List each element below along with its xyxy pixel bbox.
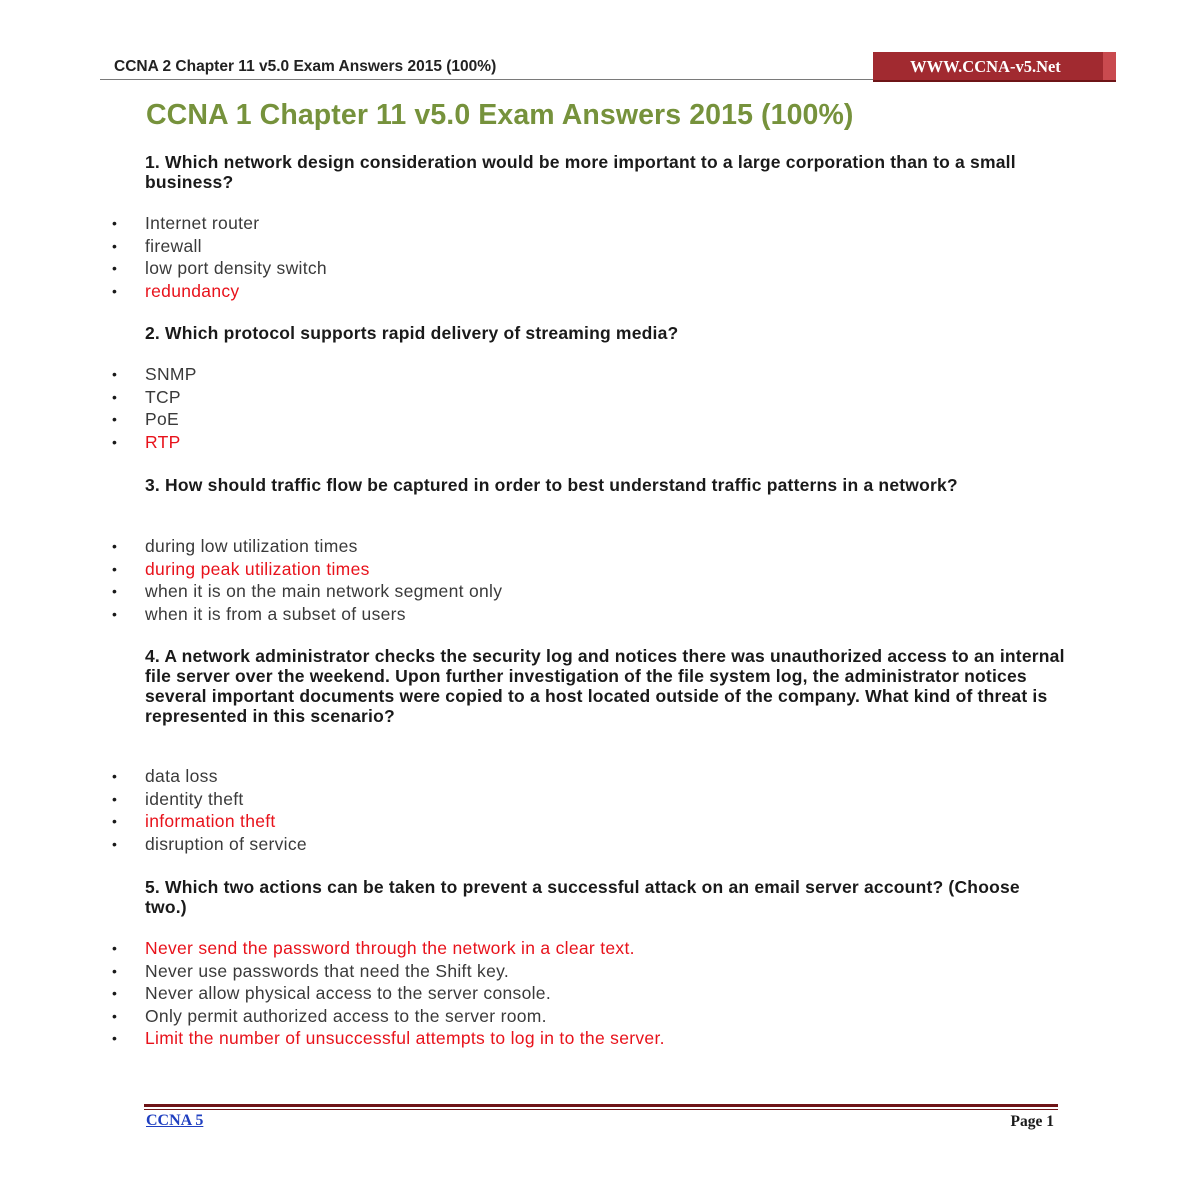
answer-text: Never allow physical access to the server console. [145, 983, 552, 1004]
bullet-icon: • [112, 768, 118, 784]
answer-item [0, 960, 1000, 983]
question-4: 4. A network administrator checks the security log and notices there was unauthorized access to an internal file server over the weekend. Upon further investigation of the file system log, the administrator notices several important documents were copied to a host located outside of the company. What kind of threat is represented in this scenario? [145, 646, 1065, 726]
footer-divider-thin [144, 1109, 1058, 1110]
bullet-icon: • [112, 388, 118, 405]
bullet-icon: • [112, 1007, 118, 1024]
answer-text: during low utilization times [145, 536, 358, 556]
answer-text: information theft [145, 811, 276, 832]
question-3: 3. How should traffic flow be captured in order to best understand traffic patterns in a network? [145, 475, 958, 495]
answer-text: Internet router [145, 213, 260, 233]
answer-text: disruption of service [145, 833, 307, 854]
answer-list-5 [0, 937, 1000, 1050]
answer-item [0, 810, 1000, 833]
document-title: CCNA 1 Chapter 11 v5.0 Exam Answers 2015 (100%) [146, 99, 854, 131]
answer-text: Only permit authorized access to the server room. [145, 1005, 547, 1026]
answer-list-2 [0, 363, 1000, 453]
answer-item [0, 535, 1000, 558]
bullet-icon: • [112, 962, 118, 979]
answer-item [0, 1027, 1000, 1050]
answer-text: low port density switch [145, 258, 327, 279]
question-2: 2. Which protocol supports rapid delivery of streaming media? [145, 323, 679, 343]
site-badge [873, 52, 1116, 82]
answer-text: data loss [145, 766, 218, 786]
bullet-icon: • [112, 366, 118, 382]
bullet-icon: • [112, 813, 118, 830]
answer-item [0, 212, 1000, 235]
answer-text: redundancy [145, 280, 240, 301]
answer-item [0, 765, 1000, 788]
bullet-icon: • [112, 1030, 118, 1047]
answer-item [0, 408, 1000, 431]
bullet-icon: • [112, 790, 118, 807]
answer-text: Never use passwords that need the Shift key. [145, 960, 510, 981]
bullet-icon: • [112, 215, 118, 231]
answer-text: when it is from a subset of users [145, 603, 406, 624]
bullet-icon: • [112, 237, 118, 254]
answer-item [0, 1005, 1000, 1028]
answer-text: identity theft [145, 788, 244, 809]
header-divider [100, 79, 874, 80]
question-1: 1. Which network design consideration would be more important to a large corporation than to a small business? [145, 152, 1016, 192]
answer-item [0, 833, 1000, 856]
answer-list-1 [0, 212, 1000, 302]
answer-text: when it is on the main network segment only [145, 581, 503, 602]
footer-link[interactable]: CCNA 5 [146, 1112, 204, 1129]
answer-text: SNMP [145, 364, 197, 384]
answer-text: TCP [145, 386, 181, 407]
bullet-icon: • [112, 538, 118, 554]
answer-item [0, 431, 1000, 454]
answer-text: during peak utilization times [145, 558, 370, 579]
bullet-icon: • [112, 605, 118, 622]
answer-item [0, 937, 1000, 960]
answer-text: firewall [145, 235, 202, 256]
answer-item [0, 788, 1000, 811]
answer-list-3 [0, 535, 1000, 625]
answer-item [0, 603, 1000, 626]
answer-item [0, 982, 1000, 1005]
answer-item [0, 558, 1000, 581]
answer-item [0, 580, 1000, 603]
footer-divider [144, 1104, 1058, 1107]
answer-item [0, 257, 1000, 280]
site-badge-label: WWW.CCNA-v5.Net [910, 57, 1061, 76]
answer-text: RTP [145, 431, 181, 452]
answer-text: Limit the number of unsuccessful attempts to log in to the server. [145, 1028, 665, 1049]
answer-item [0, 363, 1000, 386]
answer-text: Never send the password through the network in a clear text. [145, 938, 635, 958]
badge-tab [1103, 52, 1116, 80]
answer-item [0, 235, 1000, 258]
bullet-icon: • [112, 940, 118, 956]
page-header [100, 48, 1116, 82]
question-5: 5. Which two actions can be taken to prevent a successful attack on an email server account? (Choose two.) [145, 877, 1020, 917]
answer-item [0, 386, 1000, 409]
bullet-icon: • [112, 583, 118, 600]
bullet-icon: • [112, 433, 118, 450]
bullet-icon: • [112, 282, 118, 299]
answer-text: PoE [145, 409, 179, 430]
bullet-icon: • [112, 411, 118, 428]
header-title: CCNA 2 Chapter 11 v5.0 Exam Answers 2015 (100%) [114, 58, 497, 75]
bullet-icon: • [112, 835, 118, 852]
bullet-icon: • [112, 560, 118, 577]
answer-list-4 [0, 765, 1000, 855]
page-number: Page 1 [1010, 1113, 1054, 1130]
bullet-icon: • [112, 985, 118, 1002]
bullet-icon: • [112, 260, 118, 277]
answer-item [0, 280, 1000, 303]
